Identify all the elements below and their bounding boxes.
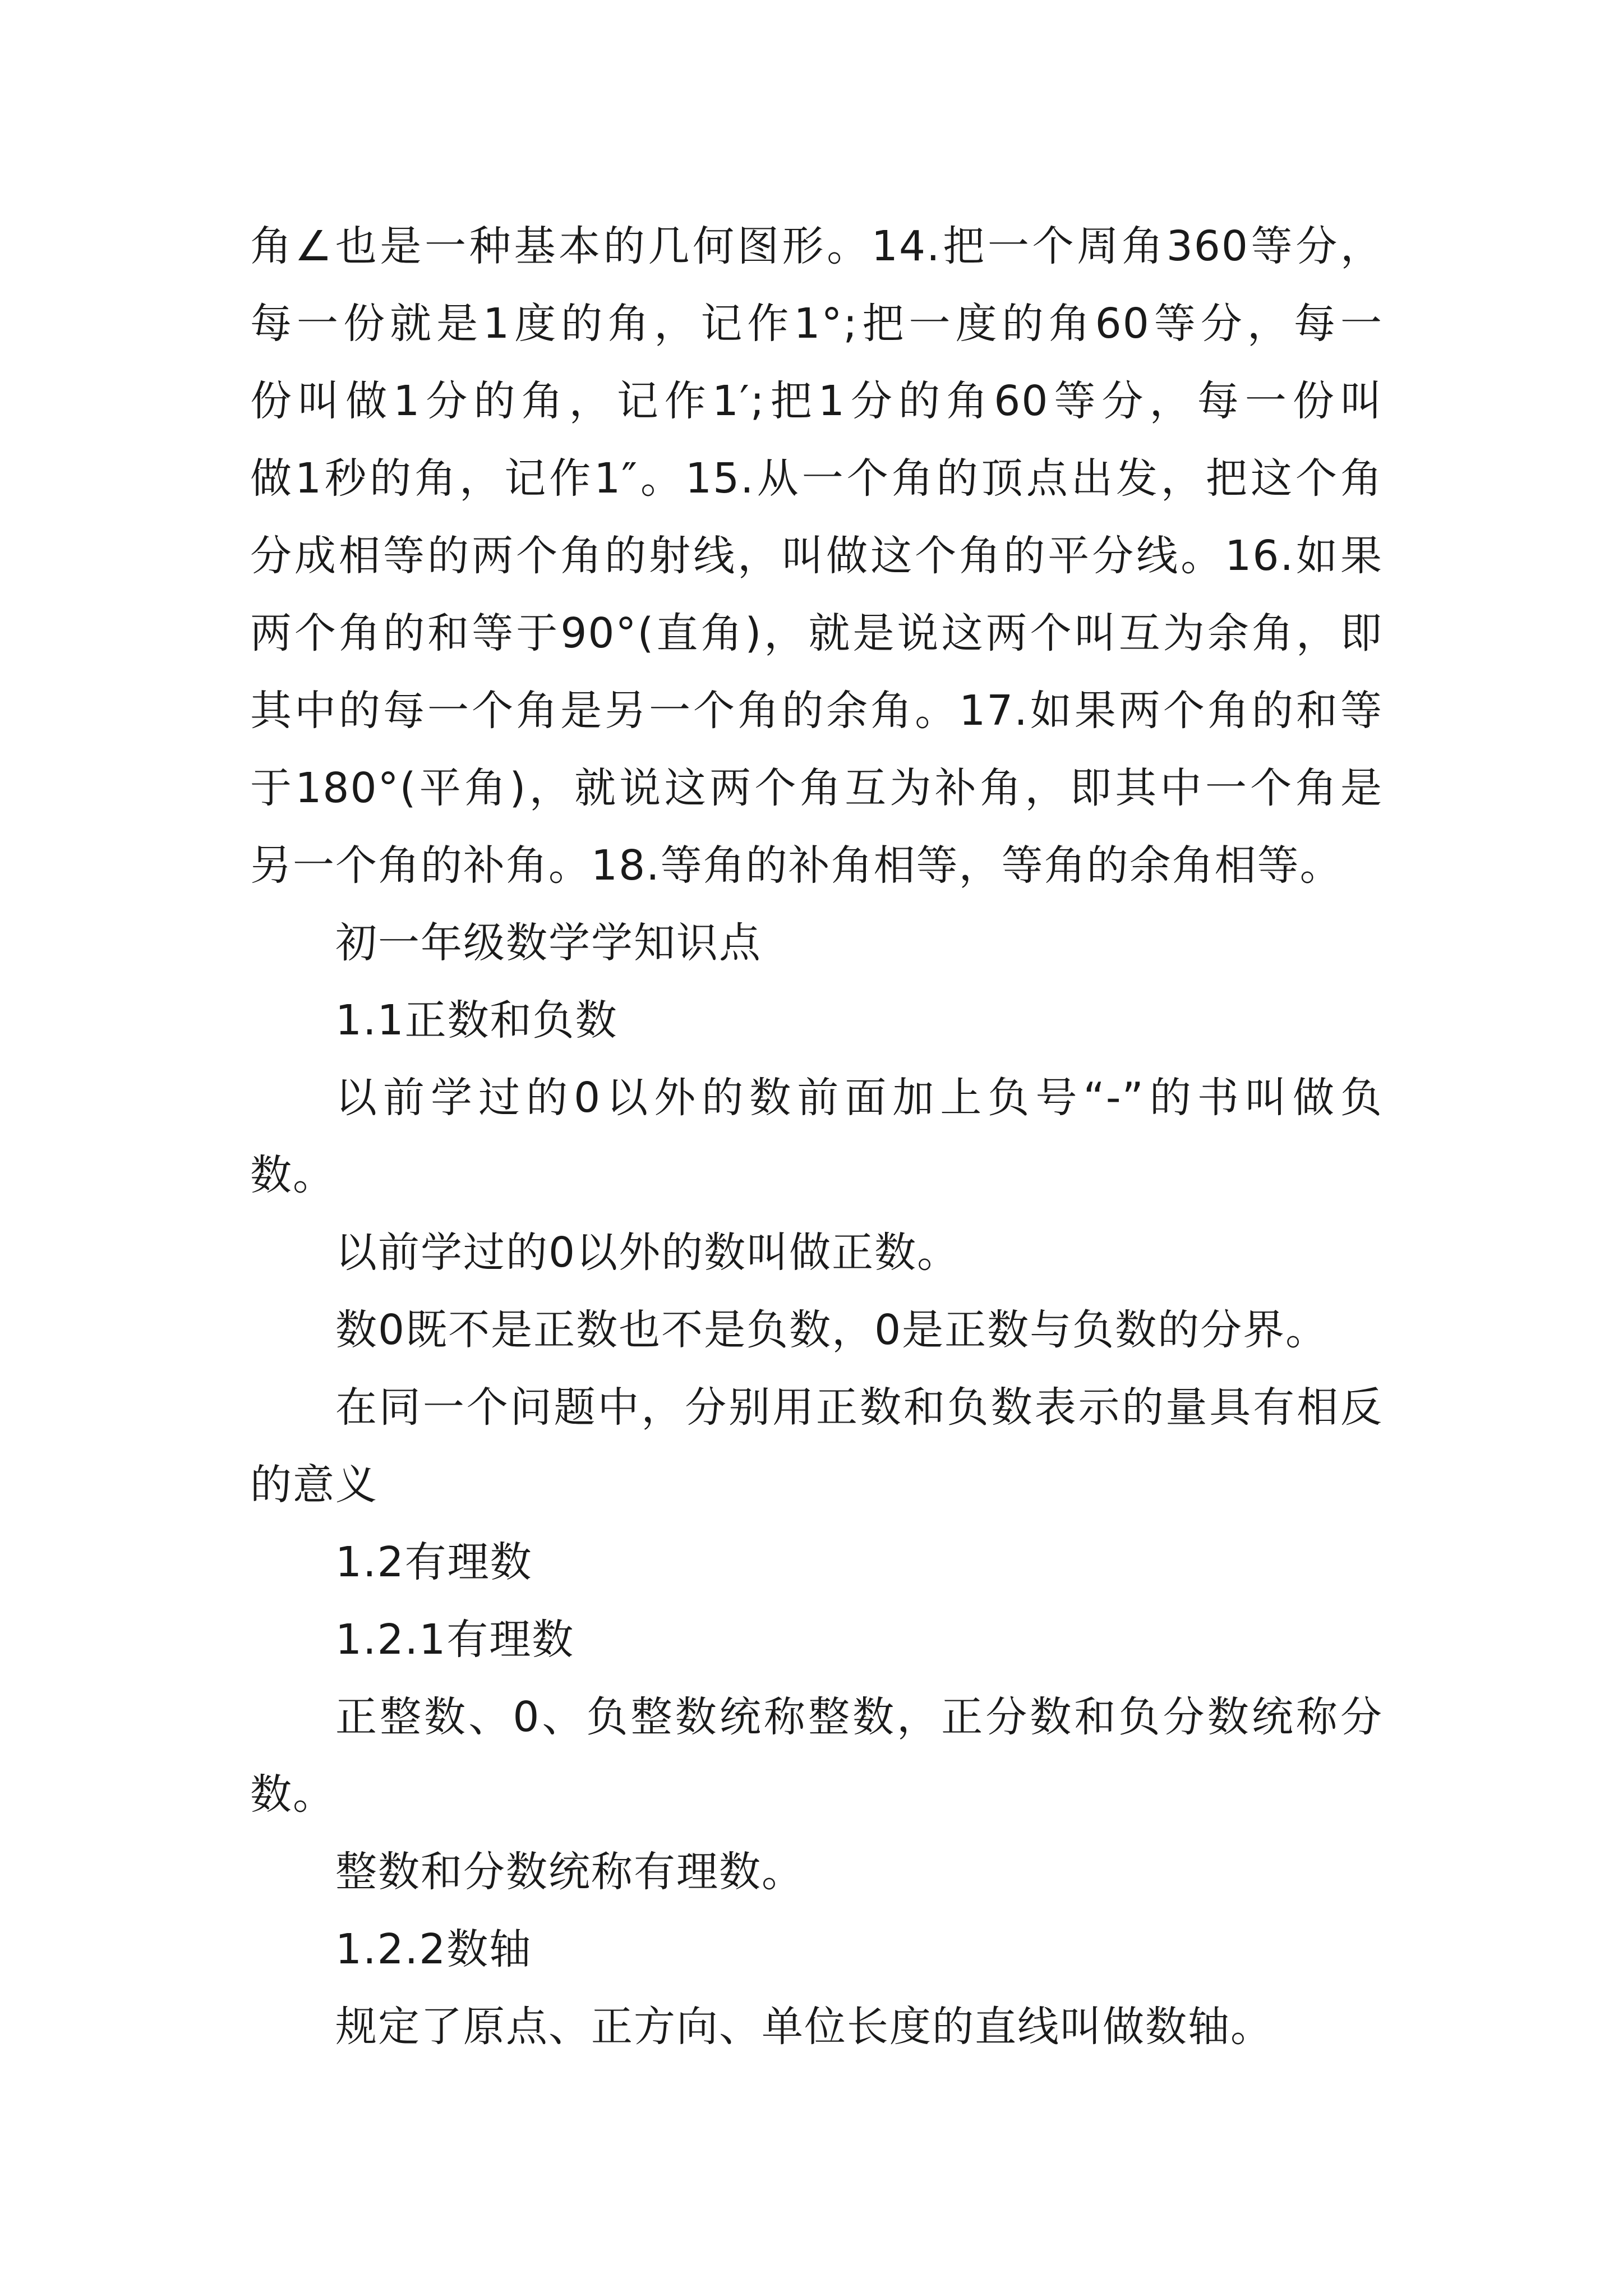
text-line: 以前学过的0以外的数前面加上负号“-”的书叫做负 (335, 1074, 1383, 1122)
text-line: 角∠也是一种基本的几何图形。14.把一个周角360等分， (250, 222, 1383, 270)
positive-number-paragraph (250, 1214, 1383, 1291)
text-line: 的意义 (250, 1461, 378, 1509)
heading-text: 1.2.2数轴 (335, 1925, 532, 1973)
text-line: 以前学过的0以外的数叫做正数。 (335, 1228, 960, 1277)
text-line: 份叫做1分的角，记作1′;把1分的角60等分，每一份叫 (250, 377, 1383, 425)
text-line: 数。 (250, 1770, 335, 1819)
rational-paragraph (250, 1833, 1383, 1911)
document-body (250, 208, 1383, 2065)
text-line: 于180°(平角)，就说这两个角互为补角，即其中一个角是 (250, 764, 1383, 812)
heading-1-1 (250, 982, 1383, 1059)
text-line: 整数和分数统称有理数。 (335, 1848, 804, 1896)
text-line: 另一个角的补角。18.等角的补角相等，等角的余角相等。 (250, 841, 1343, 890)
heading-1-2 (250, 1524, 1383, 1601)
section-title-text: 初一年级数学学知识点 (335, 919, 762, 967)
text-line: 规定了原点、正方向、单位长度的直线叫做数轴。 (335, 2003, 1273, 2051)
heading-text: 1.1正数和负数 (335, 996, 618, 1045)
text-line: 数0既不是正数也不是负数，0是正数与负数的分界。 (335, 1306, 1329, 1354)
text-line: 做1秒的角，记作1″。15.从一个角的顶点出发，把这个角 (250, 454, 1383, 503)
text-line: 两个角的和等于90°(直角)，就是说这两个叫互为余角，即 (250, 609, 1383, 657)
heading-1-2-2 (250, 1911, 1383, 1988)
text-line: 数。 (250, 1151, 335, 1199)
geometry-angle-paragraph (250, 208, 1383, 904)
text-line: 其中的每一个角是另一个角的余角。17.如果两个角的和等 (250, 687, 1383, 735)
section-title (250, 904, 1383, 982)
text-line: 每一份就是1度的角，记作1°;把一度的角60等分，每一 (250, 300, 1383, 348)
text-line: 正整数、0、负整数统称整数，正分数和负分数统称分 (335, 1693, 1383, 1741)
heading-1-2-1 (250, 1601, 1383, 1678)
integers-paragraph (250, 1678, 1383, 1833)
number-line-paragraph (250, 1988, 1383, 2065)
text-line: 在同一个问题中，分别用正数和负数表示的量具有相反 (335, 1383, 1383, 1432)
heading-text: 1.2有理数 (335, 1538, 533, 1586)
opposite-meaning-paragraph (250, 1369, 1383, 1524)
zero-paragraph (250, 1291, 1383, 1369)
text-line: 分成相等的两个角的射线，叫做这个角的平分线。16.如果 (250, 532, 1383, 580)
heading-text: 1.2.1有理数 (335, 1616, 575, 1664)
negative-number-paragraph (250, 1059, 1383, 1214)
